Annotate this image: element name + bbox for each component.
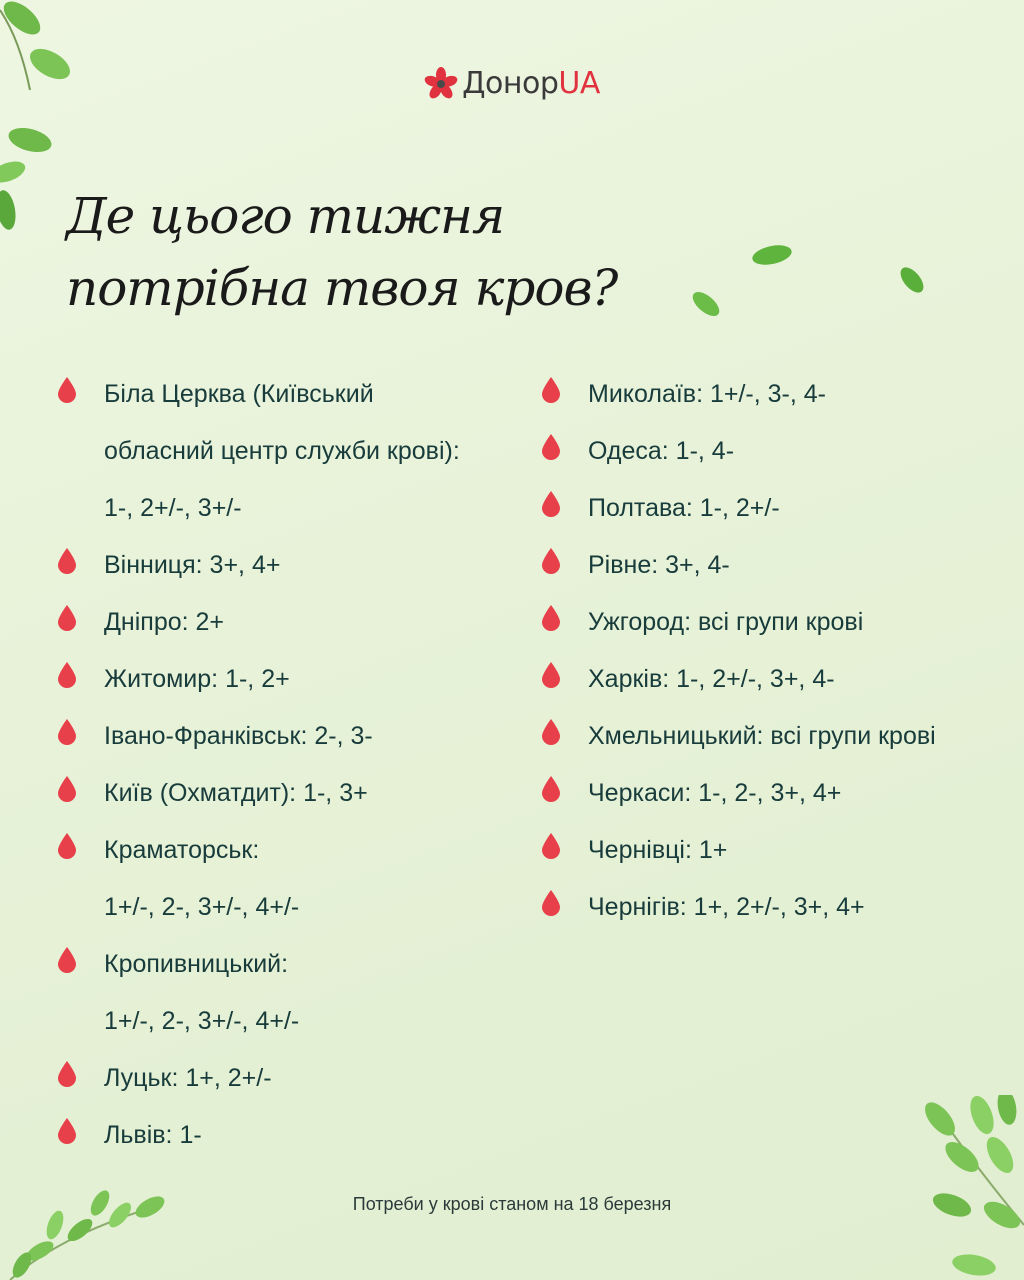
- list-item-line: Чернігів: 1+, 2+/-, 3+, 4+: [588, 893, 865, 921]
- list-item-line: Луцьк: 1+, 2+/-: [104, 1064, 272, 1092]
- list-item: [540, 765, 1020, 822]
- list-item: [56, 822, 526, 936]
- list-item: [540, 822, 1020, 879]
- donorua-logo: [0, 66, 1024, 101]
- blood-drop-icon: [56, 832, 78, 860]
- list-item-line: обласний центр служби крові):: [104, 437, 460, 465]
- blood-drop-icon: [56, 775, 78, 803]
- page-title: [66, 180, 686, 324]
- list-item: [56, 765, 526, 822]
- blood-drop-icon: [56, 1117, 78, 1145]
- list-item: [540, 651, 1020, 708]
- title-line-1: Де цього тижня: [66, 187, 505, 245]
- list-item-line: Краматорськ:: [104, 836, 260, 864]
- blood-drop-icon: [56, 946, 78, 974]
- list-item-line: Миколаїв: 1+/-, 3-, 4-: [588, 380, 826, 408]
- leaf-float-1-decoration: [750, 242, 794, 268]
- list-item-line: Рівне: 3+, 4-: [588, 551, 730, 579]
- list-item-line: Ужгород: всі групи крові: [588, 608, 864, 636]
- city-list-left: [56, 366, 526, 1164]
- list-item-line: Київ (Охматдит): 1-, 3+: [104, 779, 368, 807]
- list-item-line: Львів: 1-: [104, 1121, 202, 1149]
- leaf-float-3-decoration: [894, 262, 930, 298]
- blood-drop-icon: [56, 661, 78, 689]
- list-item-line: Одеса: 1-, 4-: [588, 437, 735, 465]
- blood-drop-icon: [56, 1060, 78, 1088]
- blood-drop-icon: [56, 376, 78, 404]
- list-item-line: Чернівці: 1+: [588, 836, 728, 864]
- list-item-line: 1+/-, 2-, 3+/-, 4+/-: [104, 1007, 300, 1035]
- list-item: [56, 936, 526, 1050]
- leaf-float-2-decoration: [688, 286, 724, 322]
- logo-text-accent: UA: [558, 66, 600, 101]
- list-item: [56, 1050, 526, 1107]
- list-item: [56, 366, 526, 537]
- city-list-right: [540, 366, 1020, 936]
- list-item: [56, 594, 526, 651]
- list-item: [540, 879, 1020, 936]
- blood-drop-icon: [540, 661, 562, 689]
- leaves-bottom-right-decoration: [912, 1095, 1024, 1280]
- blood-drop-icon: [540, 433, 562, 461]
- logo-text-main: Донор: [462, 66, 559, 101]
- blood-drop-icon: [540, 775, 562, 803]
- footer-note: Потреби у крові станом на 18 березня: [352, 1194, 672, 1214]
- blood-drop-icon: [540, 889, 562, 917]
- list-item-line: Харків: 1-, 2+/-, 3+, 4-: [588, 665, 835, 693]
- title-line-2: потрібна твоя кров?: [66, 259, 618, 317]
- blood-drop-icon: [540, 604, 562, 632]
- blood-drop-icon: [540, 718, 562, 746]
- list-item-line: 1+/-, 2-, 3+/-, 4+/-: [104, 893, 300, 921]
- list-item-line: Дніпро: 2+: [104, 608, 225, 636]
- list-item: [540, 366, 1020, 423]
- blood-drop-icon: [540, 490, 562, 518]
- list-item-line: Кропивницький:: [104, 950, 289, 978]
- blood-drop-icon: [540, 547, 562, 575]
- logo-text: [462, 66, 600, 101]
- list-item: [56, 708, 526, 765]
- list-item-line: Житомир: 1-, 2+: [104, 665, 290, 693]
- list-item: [540, 537, 1020, 594]
- list-item: [56, 651, 526, 708]
- blood-drop-icon: [56, 718, 78, 746]
- list-item-line: Вінниця: 3+, 4+: [104, 551, 281, 579]
- blood-drop-icon: [540, 832, 562, 860]
- list-item-line: Хмельницький: всі групи крові: [588, 722, 936, 750]
- list-item: [540, 480, 1020, 537]
- list-item-line: Полтава: 1-, 2+/-: [588, 494, 780, 522]
- list-item-line: Черкаси: 1-, 2-, 3+, 4+: [588, 779, 842, 807]
- blood-drop-icon: [56, 604, 78, 632]
- list-item: [56, 537, 526, 594]
- list-item: [56, 1107, 526, 1164]
- list-item: [540, 708, 1020, 765]
- list-item-line: Біла Церква (Київський: [104, 380, 374, 408]
- list-item: [540, 423, 1020, 480]
- list-item-line: Івано-Франківськ: 2-, 3-: [104, 722, 373, 750]
- blood-drop-icon: [56, 547, 78, 575]
- list-item-line: 1-, 2+/-, 3+/-: [104, 494, 242, 522]
- flower-icon: [424, 67, 458, 101]
- blood-drop-icon: [540, 376, 562, 404]
- list-item: [540, 594, 1020, 651]
